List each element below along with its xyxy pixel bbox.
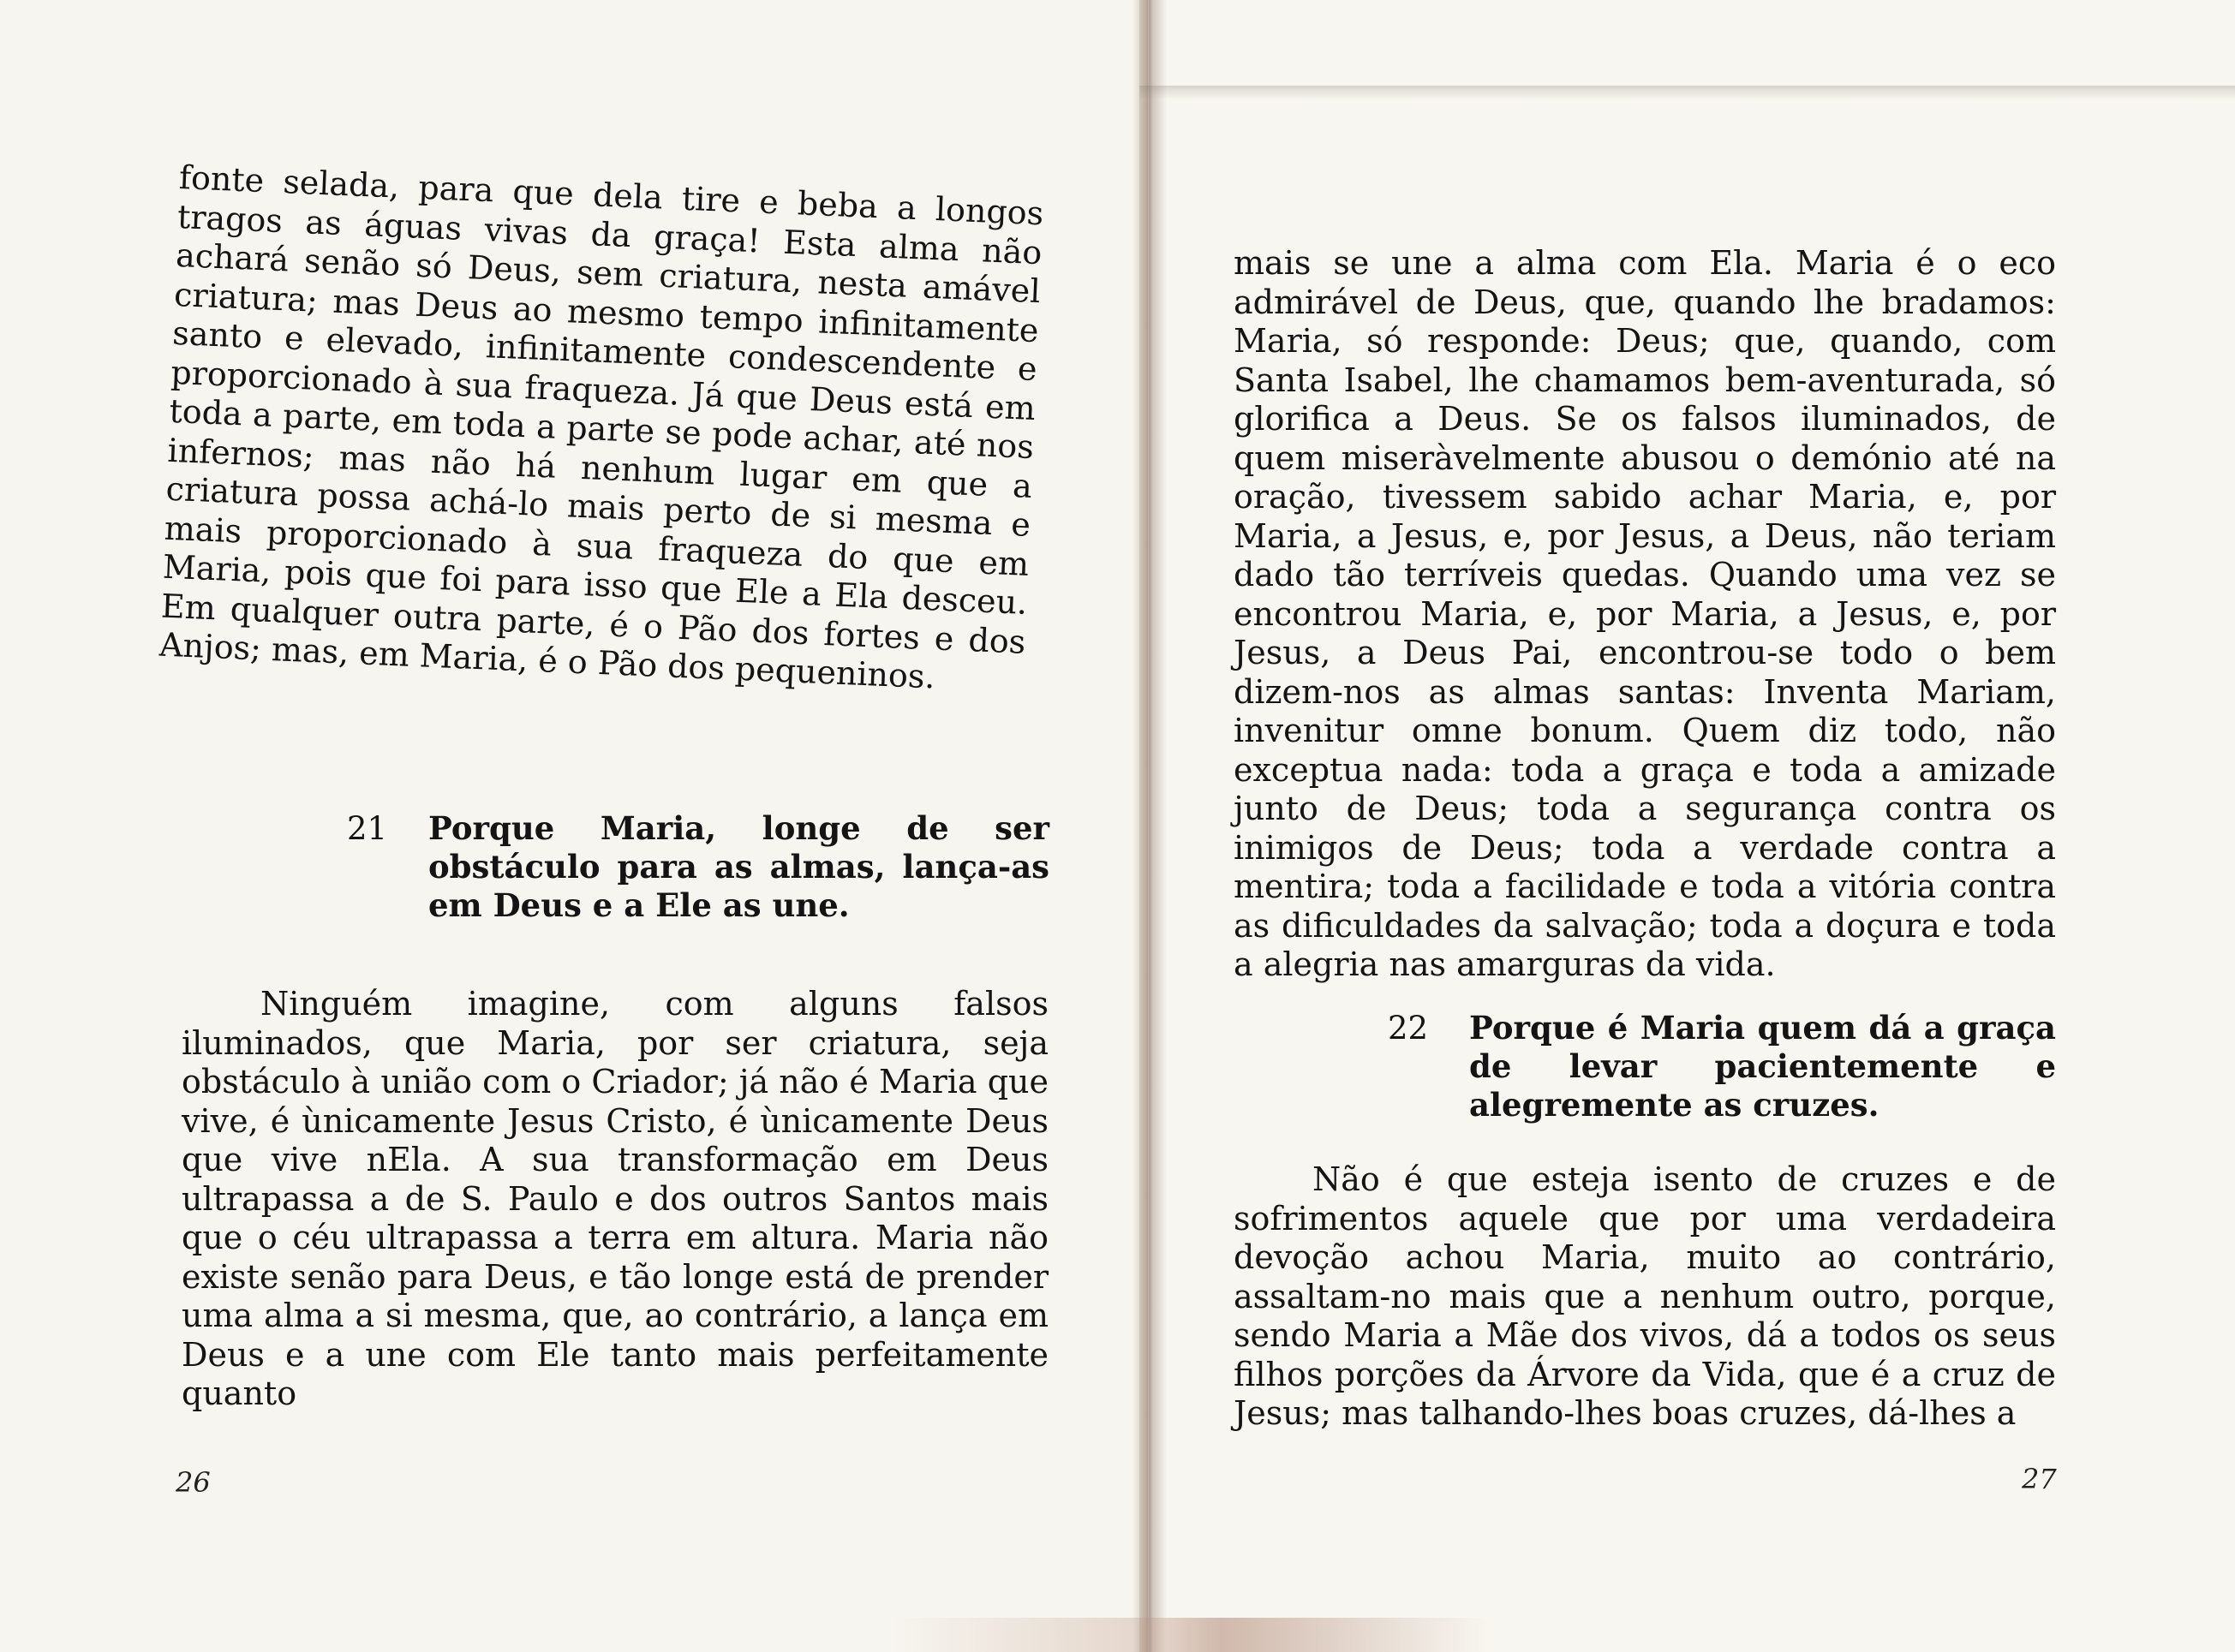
page-number-left: 26 — [176, 1466, 211, 1499]
right-top-paragraph-text: mais se une a alma com Ela. Maria é o eco admirável de Deus, que, quando lhe bradamos: Maria, só responde: Deus; que, quando, com Santa Isabel, lhe chamamos bem-aventurada, só glorifica a Deus. Se os falsos iluminados, de quem miseràvelmente abusou o demónio até na oração, tivessem sabido achar Maria, e, por Maria, a Jesus, e, por Jesus, a Deus, não teriam dado tão terríveis quedas. Quando uma vez se encontrou Maria, e, por Maria, a Jesus, e, por Jesus, a Deus Pai, encontrou-se todo o bem dizem-nos as almas santas: Inventa Mariam, invenitur omne bonum. Quem diz todo, não exceptua nada: toda a graça e toda a amizade junto de Deus; toda a segurança contra os inimigos de Deus; toda a verdade contra a mentira; toda a facilidade e toda a vitória contra as dificuldades da salvação; toda a doçura e toda a alegria nas amarguras da vida. — [1234, 244, 2056, 983]
section-22-heading — [1388, 1009, 2056, 1124]
section-21-heading — [347, 809, 1049, 925]
section-22-number: 22 — [1388, 1010, 1429, 1047]
page-edge-shadow — [1139, 86, 2235, 99]
section-21-title: Porque Maria, longe de ser obstáculo para as almas, lança-as em Deus e a Ele as une. — [428, 809, 1049, 924]
binding-edge — [891, 1618, 1491, 1652]
book-gutter — [1132, 0, 1167, 1652]
left-bottom-paragraph — [182, 985, 1049, 1414]
section-21-number: 21 — [347, 810, 388, 847]
right-bottom-paragraph — [1234, 1160, 2056, 1434]
right-bottom-paragraph-text: Não é que esteja isento de cruzes e de sofrimentos aquele que por uma verdadeira devoção achou Maria, muito ao contrário, assaltam-no mais que a nenhum outro, porque, sendo Maria a Mãe dos vivos, dá a todos os seus filhos porções da Árvore da Vida, que é a cruz de Jesus; mas talhando-lhes boas cruzes, dá-lhes a — [1234, 1160, 2056, 1432]
left-top-paragraph — [158, 158, 1044, 701]
left-bottom-paragraph-text: Ninguém imagine, com alguns falsos iluminados, que Maria, por ser criatura, seja obstáculo à união com o Criador; já não é Maria que vive, é ùnicamente Jesus Cristo, é ùnicamente Deus que vive nEla. A sua transformação em Deus ultrapassa a de S. Paulo e dos outros Santos mais que o céu ultrapassa a terra em altura. Maria não existe senão para Deus, e tão longe está de prender uma alma a si mesma, que, ao contrário, a lança em Deus e a une com Ele tanto mais perfeitamente quanto — [182, 985, 1049, 1412]
section-22-title: Porque é Maria quem dá a graça de levar pacientemente e alegremente as cruzes. — [1469, 1009, 2056, 1124]
left-top-paragraph-text: fonte selada, para que dela tire e beba a longos tragos as águas vivas da graça! Esta alma não achará senão só Deus, sem criatura, nesta amável criatura; mas Deus ao mesmo tempo infinitamente santo e elevado, infinitamente condescendente e proporcionado à sua fraqueza. Já que Deus está em toda a parte, em toda a parte se pode achar, até nos infernos; mas não há nenhum lugar em que a criatura possa achá-lo mais perto de si mesma e mais proporcionado à sua fraqueza do que em Maria, pois que foi para isso que Ele a Ela desceu. Em qualquer outra parte, é o Pão dos fortes e dos Anjos; mas, em Maria, é o Pão dos pequeninos. — [158, 158, 1045, 696]
right-top-paragraph — [1234, 244, 2056, 985]
page-number-right: 27 — [2022, 1463, 2057, 1495]
